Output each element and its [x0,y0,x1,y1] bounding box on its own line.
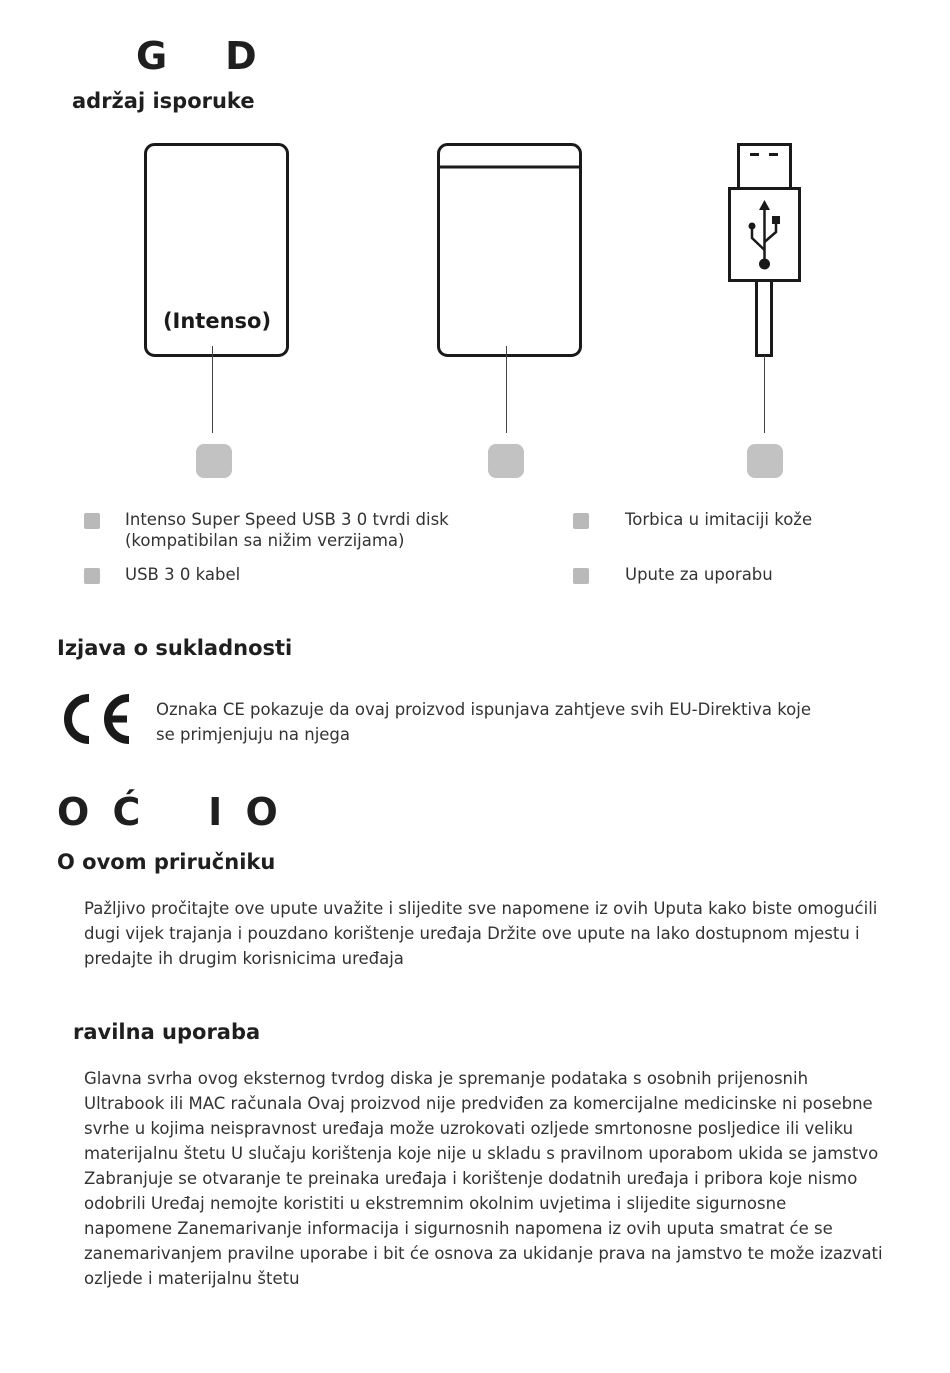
item-label: Upute za uporabu [625,565,773,584]
paragraph-line: zanemarivanjem pravilne uporabe i bit će osnova za ukidanje prava na jamstvo te može izazvati [84,1244,883,1263]
about-heading: O ovom priručniku [57,850,276,874]
leader-line [506,346,507,433]
hdd-brand-label: (Intenso) [162,309,272,333]
leader-line [212,346,213,433]
item-label-line: (kompatibilan sa nižim verzijama) [125,531,405,550]
callout-marker [196,444,232,478]
conformity-text [156,697,811,747]
item-marker [573,513,589,529]
conformity-text-line: Oznaka CE pokazuje da ovaj proizvod ispunjava zahtjeve svih EU-Direktiva koje [156,700,811,719]
section-title: G D [136,34,258,78]
conformity-text-line: se primjenjuju na njega [156,725,351,744]
item-label [125,509,449,551]
paragraph-line: dugi vijek trajanja i pouzdano korištenje uređaja Držite ove upute na lako dostupnom mjestu i [84,924,860,943]
ce-mark-icon [55,690,135,748]
paragraph-line: svrhe u kojima neispravnost uređaja može uzrokovati ozljede smrtonosne posljedice ili veliku [84,1119,854,1138]
paragraph-line: materijalnu štetu U slučaju korištenja koje nije u skladu s pravilnom uporabom ukida se jamstvo [84,1144,879,1163]
paragraph-line: Ultrabook ili MAC računala Ovaj proizvod nije predviđen za komercijalne medicinske ni posebne [84,1094,873,1113]
about-paragraph [84,896,914,971]
general-info-title: O Ć I O [57,790,279,834]
paragraph-line: napomene Zanemarivanje informacija i sigurnosnih napomena iz ovih uputa smatrat će se [84,1219,833,1238]
item-label: USB 3 0 kabel [125,565,241,584]
intended-use-paragraph [84,1066,914,1291]
package-contents-heading: adržaj isporuke [72,89,255,113]
item-marker [84,568,100,584]
callout-marker [488,444,524,478]
usb-cable-icon [722,140,808,362]
paragraph-line: Pažljivo pročitajte ove upute uvažite i slijedite sve napomene iz ovih Uputa kako biste omogućili [84,899,878,918]
paragraph-line: Zabranjuje se otvaranje te preinaka uređaja i korištenje dodatnih uređaja i pribora koje nismo [84,1169,858,1188]
paragraph-line: odobrili Uređaj nemojte koristiti u ekstremnim okolnim uvjetima i slijedite sigurnosne [84,1194,787,1213]
intended-use-heading: ravilna uporaba [73,1020,261,1044]
paragraph-line: predajte ih drugim korisnicima uređaja [84,949,404,968]
item-marker [84,513,100,529]
pouch-icon [433,140,587,362]
callout-marker [747,444,783,478]
item-label-line: Intenso Super Speed USB 3 0 tvrdi disk [125,510,449,529]
conformity-heading: Izjava o sukladnosti [57,636,293,660]
item-marker [573,568,589,584]
paragraph-line: ozljede i materijalnu štetu [84,1269,300,1288]
paragraph-line: Glavna svrha ovog eksternog tvrdog diska je spremanje podataka s osobnih prijenosnih [84,1069,809,1088]
item-label: Torbica u imitaciji kože [625,510,813,529]
leader-line [764,356,765,433]
